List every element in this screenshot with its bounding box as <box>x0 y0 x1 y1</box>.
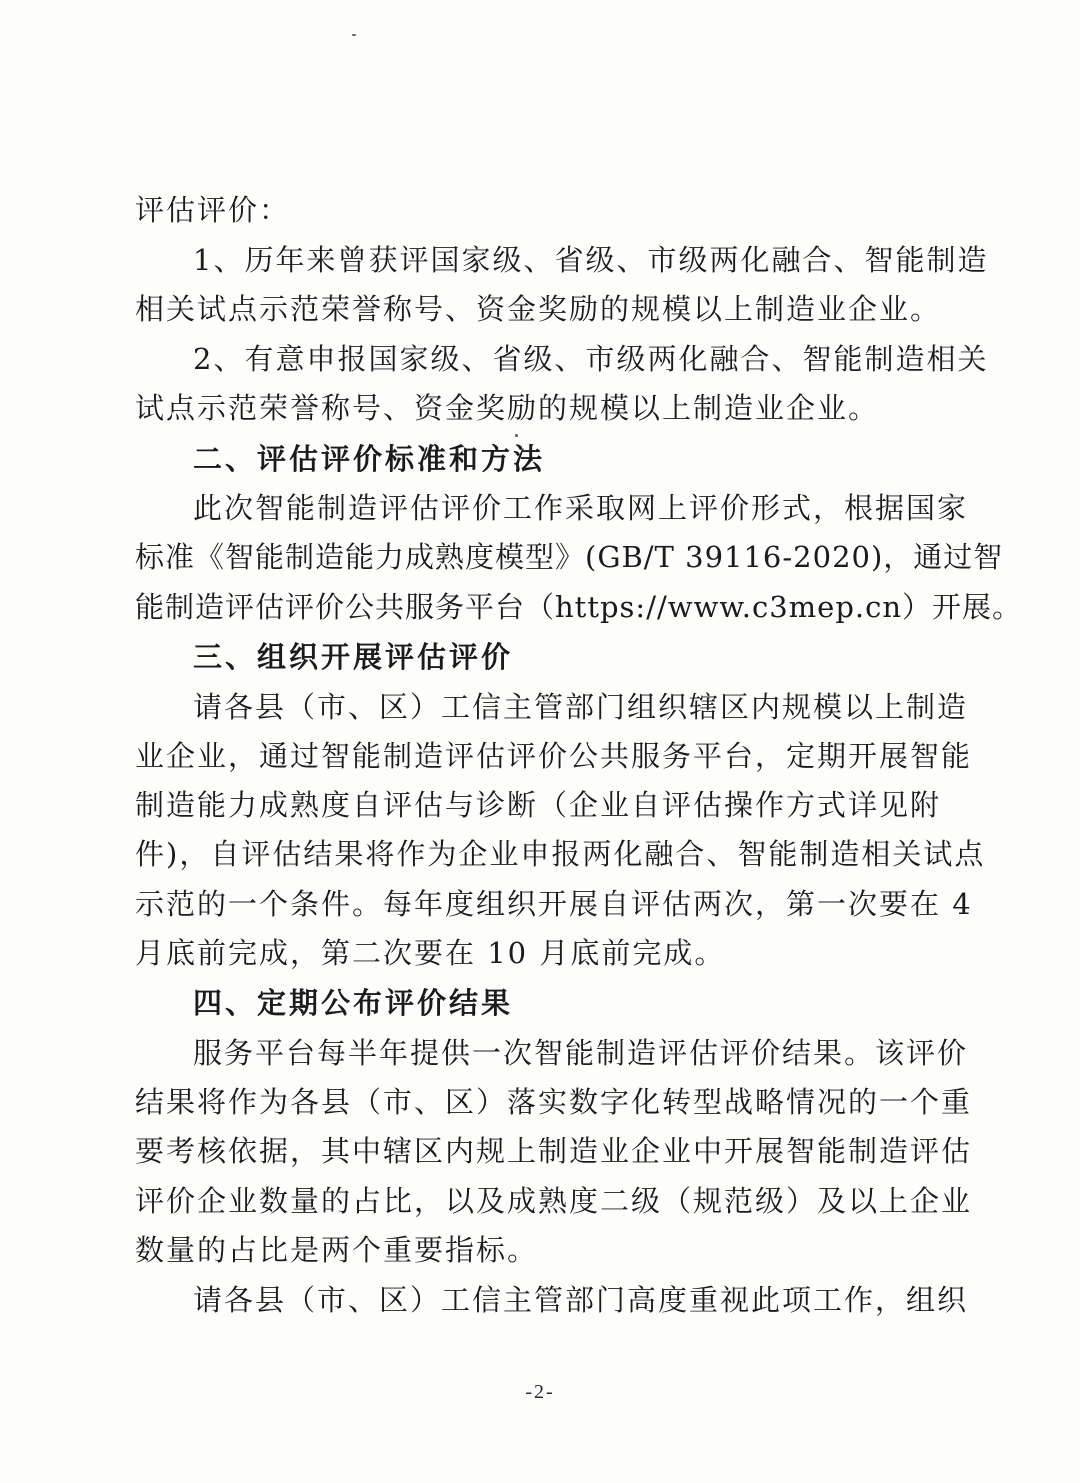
list-item-2-line-1: 2、有意申报国家级、省级、市级两化融合、智能制造相关 <box>193 342 989 376</box>
section-heading-3: 三、组织开展评估评价 <box>193 640 514 674</box>
section-heading-2: 二、评估评价标准和方法 <box>193 442 546 476</box>
section-2-paragraph-line-1: 此次智能制造评估评价工作采取网上评价形式，根据国家 <box>193 491 969 525</box>
section-3-paragraph-line-3: 制造能力成熟度自评估与诊断（企业自评估操作方式详见附 <box>135 788 942 822</box>
section-4-paragraph-line-2: 结果将作为各县（市、区）落实数字化转型战略情况的一个重 <box>135 1085 973 1119</box>
scan-speck <box>352 34 356 36</box>
section-2-paragraph-line-3: 能制造评估评价公共服务平台（https://www.c3mep.cn）开展。 <box>135 590 1023 624</box>
list-item-2-line-2: 试点示范荣誉称号、资金奖励的规模以上制造业企业。 <box>135 391 880 425</box>
section-3-paragraph-line-6: 月底前完成，第二次要在 10 月底前完成。 <box>135 936 726 970</box>
scan-speck <box>515 434 518 437</box>
section-3-paragraph-line-2: 业企业，通过智能制造评估评价公共服务平台，定期开展智能 <box>135 739 973 773</box>
list-item-1-line-2: 相关试点示范荣誉称号、资金奖励的规模以上制造业企业。 <box>135 292 942 326</box>
section-2-paragraph-line-2: 标准《智能制造能力成熟度模型》(GB/T 39116-2020)，通过智 <box>135 540 1004 574</box>
section-4-paragraph-line-1: 服务平台每半年提供一次智能制造评估评价结果。该评价 <box>193 1036 969 1070</box>
section-3-paragraph-line-4: 件)，自评估结果将作为企业申报两化融合、智能制造相关试点 <box>135 837 986 871</box>
section-4-paragraph-line-4: 评价企业数量的占比，以及成熟度二级（规范级）及以上企业 <box>135 1184 973 1218</box>
section-3-paragraph-line-1: 请各县（市、区）工信主管部门组织辖区内规模以上制造 <box>193 690 969 724</box>
section-4-paragraph-line-3: 要考核依据，其中辖区内规上制造业企业中开展智能制造评估 <box>135 1134 973 1168</box>
closing-paragraph-line-1: 请各县（市、区）工信主管部门高度重视此项工作，组织 <box>193 1283 969 1317</box>
text-line-1: 评估评价： <box>135 193 291 227</box>
section-3-paragraph-line-5: 示范的一个条件。每年度组织开展自评估两次，第一次要在 4 <box>135 887 973 921</box>
page-number: -2- <box>525 1381 555 1403</box>
section-4-paragraph-line-5: 数量的占比是两个重要指标。 <box>135 1233 539 1267</box>
section-heading-4: 四、定期公布评价结果 <box>193 986 514 1020</box>
list-item-1-line-1: 1、历年来曾获评国家级、省级、市级两化融合、智能制造 <box>193 243 989 277</box>
